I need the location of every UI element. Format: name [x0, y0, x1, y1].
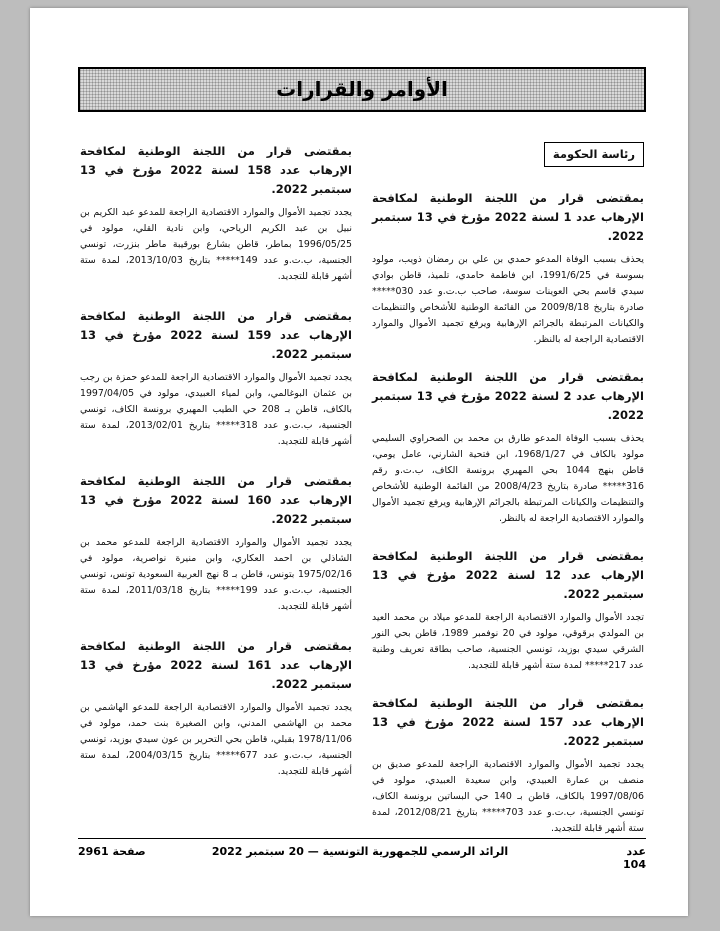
decree-item: [372, 547, 644, 674]
decree-body: يجدد تجميد الأموال والموارد الاقتصادية الراجعة للمدعو صديق بن منصف بن عمارة العبيدي، وابن سعيدة العبيدي، مولود في 1997/08/06 بالكاف، قاطن بـ 140 حي البساتين برونسة الكاف، تونسي الجنسية، ب.ت.و عدد 703***** بتاريخ 2012/08/21، لمدة ستة أشهر قابلة للتجديد.: [372, 759, 644, 834]
decree-title: بمقتضى قرار من اللجنة الوطنية لمكافحة الإرهاب عدد 158 لسنة 2022 مؤرخ في 13 سبتمبر 2022.: [80, 144, 352, 196]
decree-body: يجدد تجميد الأموال والموارد الاقتصادية الراجعة للمدعو محمد بن الشاذلي بن احمد العكاري، وابن منيرة نواصرية، مولود في 1975/02/16 بتونس، قاطن بـ 8 نهج العربية السعودية تونس، تونسي الجنسية، ب.ت.و عدد 199***** بتاريخ 2011/03/18، لمدة ستة أشهر قابلة للتجديد.: [80, 537, 353, 612]
decree-body: يجدد تجميد الأموال والموارد الاقتصادية الراجعة للمدعو عبد الكريم بن نبيل بن عبد الكريم الرياحي، وابن نادية القلي، مولود في 1996/05/25 بماطر، قاطن بشارع بورقيبة ماطر بنزرت، تونسي الجنسية، ب.ت.و عدد 149***** بتاريخ 2013/10/03، لمدة ستة أشهر قابلة للتجديد.: [80, 207, 353, 282]
decree-item: [80, 472, 352, 615]
decree-title: بمقتضى قرار من اللجنة الوطنية لمكافحة الإرهاب عدد 160 لسنة 2022 مؤرخ في 13 سبتمبر 2022.: [80, 474, 352, 526]
section-banner: [78, 67, 646, 112]
page-number: صفحة 2961: [78, 845, 146, 858]
decree-title: بمقتضى قرار من اللجنة الوطنية لمكافحة الإرهاب عدد 157 لسنة 2022 مؤرخ في 13 سبتمبر 2022.: [372, 696, 644, 748]
decree-title: بمقتضى قرار من اللجنة الوطنية لمكافحة الإرهاب عدد 161 لسنة 2022 مؤرخ في 13 سبتمبر 2022.: [80, 639, 352, 691]
section-title: رئاسة الحكومة: [544, 142, 644, 167]
decree-item: [80, 307, 352, 450]
decree-item: [372, 694, 644, 837]
decree-body: يحذف بسبب الوفاة المدعو حمدي بن علي بن رمضان ذويب، مولود بسوسة في 1991/6/25، ابن فاطمة حامدي، تلميذ، قاطن بوادي سيدي قاسم بحي العوينات سوسة، صاحب ب.ت.و عدد 030***** صادرة بتاريخ 2009/8/18 من القائمة الوطنية للأشخاص والتنظيمات والكيانات المرتبطة بالجرائم الإرهابية ويرفع تجميد الأموال والموارد الاقتصادية الراجعة له بالنظر.: [372, 254, 645, 345]
gazette-title: الرائد الرسمي للجمهورية التونسية — 20 سبتمبر 2022: [211, 845, 509, 858]
banner-title: الأوامر والقرارات: [276, 77, 448, 101]
decree-body: يجدد تجميد الأموال والموارد الاقتصادية الراجعة للمدعو الهاشمي بن محمد بن الهاشمي المدني، وابن الصغيرة بنت حمد، مولود في 1978/11/06 بقبلي، قاطن بحي التحرير بن عون سيدي بوزيد، تونسي الجنسية، ب.ت.و عدد 677***** بتاريخ 2004/03/15، لمدة ستة أشهر قابلة للتجديد.: [80, 702, 353, 777]
decree-item: [372, 368, 644, 527]
decree-body: يجدد تجميد الأموال والموارد الاقتصادية الراجعة للمدعو حمزة بن رجب بن عثمان البوغالمي، وابن لمياء العبيدي، مولود في 1997/04/05 بالكاف، قاطن بـ 208 حي الطيب المهيري برونسة الكاف، تونسي الجنسية، ب.ت.و عدد 318***** بتاريخ 2013/02/01، لمدة ستة أشهر قابلة للتجديد.: [80, 372, 353, 447]
decree-item: [80, 637, 352, 780]
decree-body: تجدد الأموال والموارد الاقتصادية الراجعة للمدعو ميلاد بن محمد العيد بن المولدي برقوقي، مولود في 20 نوفمبر 1989، قاطن بحي النور الشرقي سيدي بوزيد، تونسي الجنسية، صاحب بطاقة تعريف وطنية عدد 217***** لمدة ستة أشهر قابلة للتجديد.: [372, 612, 644, 671]
issue-number: عدد 104: [623, 845, 646, 871]
decree-item: [80, 142, 352, 285]
right-column: [372, 142, 644, 837]
left-column: [80, 142, 352, 780]
footer-divider: [78, 838, 646, 839]
decree-title: بمقتضى قرار من اللجنة الوطنية لمكافحة الإرهاب عدد 159 لسنة 2022 مؤرخ في 13 سبتمبر 2022.: [80, 309, 352, 361]
decree-title: بمقتضى قرار من اللجنة الوطنية لمكافحة الإرهاب عدد 12 لسنة 2022 مؤرخ في 13 سبتمبر 2022.: [372, 549, 644, 601]
decree-title: بمقتضى قرار من اللجنة الوطنية لمكافحة الإرهاب عدد 2 لسنة 2022 مؤرخ في 13 سبتمبر 2022.: [372, 370, 644, 422]
decree-title: بمقتضى قرار من اللجنة الوطنية لمكافحة الإرهاب عدد 1 لسنة 2022 مؤرخ في 13 سبتمبر 2022.: [372, 191, 644, 243]
decree-item: [372, 189, 644, 348]
decree-body: يحذف بسبب الوفاة المدعو طارق بن محمد بن الصحراوي السليمي مولود بالكاف في 1968/1/27، ابن فتحية الشارني، عامل يومي، قاطن بنهج 1044 بحي المهيري برونسة الكاف، ب.ت.و رقم 316***** صادرة بتاريخ 2008/4/23 من القائمة الوطنية للأشخاص والتنظيمات والكيانات المرتبطة بالجرائم الإرهابية ويرفع تجميد الأموال والموارد الاقتصادية الراجعة له بالنظر.: [372, 433, 644, 524]
